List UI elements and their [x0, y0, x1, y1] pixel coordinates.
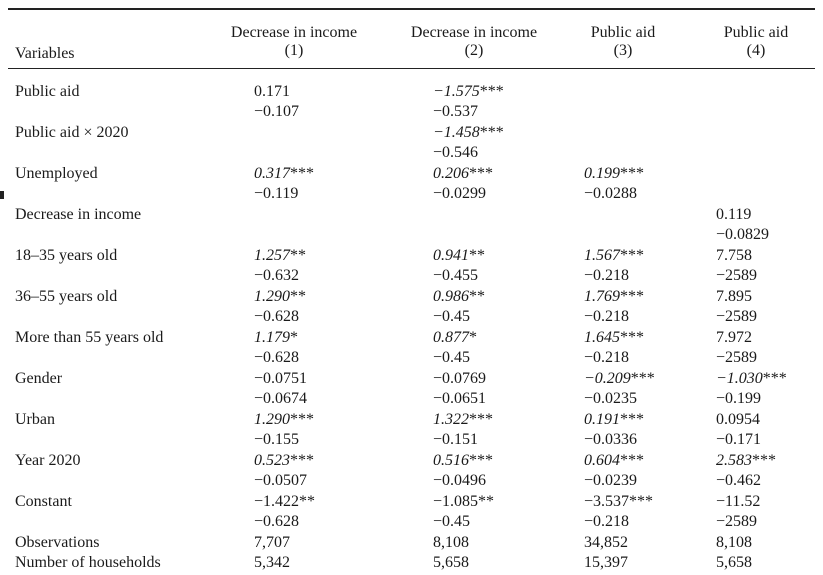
standard-error-cell: −2589 [716, 349, 758, 366]
column-number: (4) [746, 42, 766, 59]
standard-error-cell: −0.0288 [584, 185, 638, 202]
footer-value-cell: 15,397 [584, 554, 628, 571]
standard-error-cell: −0.0829 [716, 226, 770, 243]
row-label: More than 55 years old [15, 329, 164, 346]
significance-stars: *** [620, 411, 644, 428]
standard-error-cell: −0.218 [584, 349, 630, 366]
column-title: Public aid [590, 24, 656, 41]
row-label: Public aid [15, 83, 80, 100]
coefficient-cell: −1.030*** [716, 370, 787, 387]
footer-value-cell: 7,707 [254, 534, 290, 551]
standard-error-cell: −0.0507 [254, 472, 308, 489]
footer-value-cell: 5,342 [254, 554, 290, 571]
coefficient-cell: 1.179* [254, 329, 298, 346]
significance-stars: ** [290, 288, 306, 305]
row-label: Unemployed [15, 165, 98, 182]
variables-header: Variables [15, 45, 75, 62]
standard-error-cell: −0.155 [254, 431, 300, 448]
standard-error-cell: −0.628 [254, 308, 300, 325]
significance-stars: *** [479, 124, 504, 141]
row-label: Gender [15, 370, 63, 387]
significance-stars: * [290, 329, 298, 346]
standard-error-cell: −0.171 [716, 431, 762, 448]
column-title: Decrease in income [410, 24, 538, 41]
coefficient-cell: −1.085** [433, 493, 495, 510]
significance-stars: *** [620, 288, 644, 305]
footer-value-cell: 5,658 [433, 554, 469, 571]
coefficient-cell: 7.895 [716, 288, 752, 305]
standard-error-cell: −0.45 [433, 349, 471, 366]
table-header-rule [8, 68, 815, 69]
row-label: Urban [15, 411, 55, 428]
coefficient-cell: 0.191*** [584, 411, 644, 428]
significance-stars: ** [290, 247, 306, 264]
standard-error-cell: −0.0235 [584, 390, 638, 407]
significance-stars: *** [620, 247, 644, 264]
margin-mark [0, 191, 4, 199]
coefficient-cell: −1.458*** [433, 124, 504, 141]
coefficient-cell: 1.290*** [254, 411, 314, 428]
significance-stars: ** [299, 493, 316, 510]
coefficient-cell: 0.199*** [584, 165, 644, 182]
coefficient-cell: 0.206*** [433, 165, 493, 182]
coefficient-cell: 0.0954 [716, 411, 760, 428]
column-number: (2) [464, 42, 484, 59]
standard-error-cell: −0.0496 [433, 472, 487, 489]
standard-error-cell: −0.45 [433, 308, 471, 325]
significance-stars: *** [479, 83, 504, 100]
significance-stars: * [469, 329, 477, 346]
standard-error-cell: −0.0651 [433, 390, 487, 407]
standard-error-cell: −0.628 [254, 513, 300, 530]
standard-error-cell: −0.119 [254, 185, 299, 202]
row-label: Public aid × 2020 [15, 124, 129, 141]
standard-error-cell: −0.218 [584, 267, 630, 284]
significance-stars: *** [752, 452, 776, 469]
coefficient-cell: 1.567*** [584, 247, 644, 264]
coefficient-cell: 1.257** [254, 247, 306, 264]
standard-error-cell: −0.546 [433, 144, 479, 161]
standard-error-cell: −2589 [716, 308, 758, 325]
significance-stars: ** [478, 493, 495, 510]
table-top-rule [8, 8, 815, 10]
coefficient-cell: 0.171 [254, 83, 290, 100]
significance-stars: *** [620, 165, 644, 182]
column-title: Public aid [723, 24, 789, 41]
row-label: Year 2020 [15, 452, 81, 469]
coefficient-cell: −11.52 [716, 493, 761, 510]
standard-error-cell: −0.199 [716, 390, 762, 407]
coefficient-cell: −0.209*** [584, 370, 655, 387]
coefficient-cell: 2.583*** [716, 452, 776, 469]
standard-error-cell: −0.107 [254, 103, 300, 120]
significance-stars: ** [469, 247, 485, 264]
footer-row-label: Number of households [15, 554, 161, 571]
significance-stars: *** [469, 452, 493, 469]
coefficient-cell: −0.0769 [433, 370, 487, 387]
standard-error-cell: −0.0336 [584, 431, 638, 448]
coefficient-cell: 7.758 [716, 247, 752, 264]
significance-stars: *** [629, 493, 654, 510]
standard-error-cell: −0.462 [716, 472, 762, 489]
significance-stars: *** [620, 452, 644, 469]
coefficient-cell: 0.119 [716, 206, 752, 223]
standard-error-cell: −0.151 [433, 431, 479, 448]
significance-stars: *** [620, 329, 644, 346]
standard-error-cell: −0.45 [433, 513, 471, 530]
significance-stars: *** [290, 411, 314, 428]
coefficient-cell: 0.877* [433, 329, 477, 346]
row-label: 18–35 years old [15, 247, 118, 264]
coefficient-cell: 1.290** [254, 288, 306, 305]
coefficient-cell: 1.322*** [433, 411, 493, 428]
footer-value-cell: 34,852 [584, 534, 628, 551]
standard-error-cell: −0.632 [254, 267, 300, 284]
coefficient-cell: 0.523*** [254, 452, 314, 469]
coefficient-cell: 1.769*** [584, 288, 644, 305]
coefficient-cell: 0.516*** [433, 452, 493, 469]
standard-error-cell: −0.0299 [433, 185, 487, 202]
coefficient-cell: −3.537*** [584, 493, 654, 510]
coefficient-cell: 0.941** [433, 247, 485, 264]
significance-stars: ** [469, 288, 485, 305]
footer-row-label: Observations [15, 534, 100, 551]
significance-stars: *** [469, 165, 493, 182]
standard-error-cell: −2589 [716, 267, 758, 284]
row-label: 36–55 years old [15, 288, 118, 305]
standard-error-cell: −0.0674 [254, 390, 308, 407]
standard-error-cell: −2589 [716, 513, 758, 530]
standard-error-cell: −0.0239 [584, 472, 638, 489]
significance-stars: *** [290, 165, 314, 182]
footer-value-cell: 8,108 [716, 534, 752, 551]
coefficient-cell: −1.422** [254, 493, 316, 510]
standard-error-cell: −0.455 [433, 267, 479, 284]
column-number: (1) [284, 42, 304, 59]
significance-stars: *** [469, 411, 493, 428]
coefficient-cell: 0.317*** [254, 165, 314, 182]
footer-value-cell: 8,108 [433, 534, 469, 551]
column-title: Decrease in income [230, 24, 358, 41]
footer-value-cell: 5,658 [716, 554, 752, 571]
row-label: Decrease in income [15, 206, 142, 223]
coefficient-cell: 7.972 [716, 329, 752, 346]
significance-stars: *** [762, 370, 787, 387]
standard-error-cell: −0.218 [584, 513, 630, 530]
coefficient-cell: 1.645*** [584, 329, 644, 346]
coefficient-cell: −1.575*** [433, 83, 504, 100]
significance-stars: *** [630, 370, 655, 387]
standard-error-cell: −0.218 [584, 308, 630, 325]
coefficient-cell: 0.986** [433, 288, 485, 305]
standard-error-cell: −0.537 [433, 103, 479, 120]
standard-error-cell: −0.628 [254, 349, 300, 366]
coefficient-cell: −0.0751 [254, 370, 308, 387]
column-number: (3) [613, 42, 633, 59]
significance-stars: *** [290, 452, 314, 469]
coefficient-cell: 0.604*** [584, 452, 644, 469]
row-label: Constant [15, 493, 72, 510]
